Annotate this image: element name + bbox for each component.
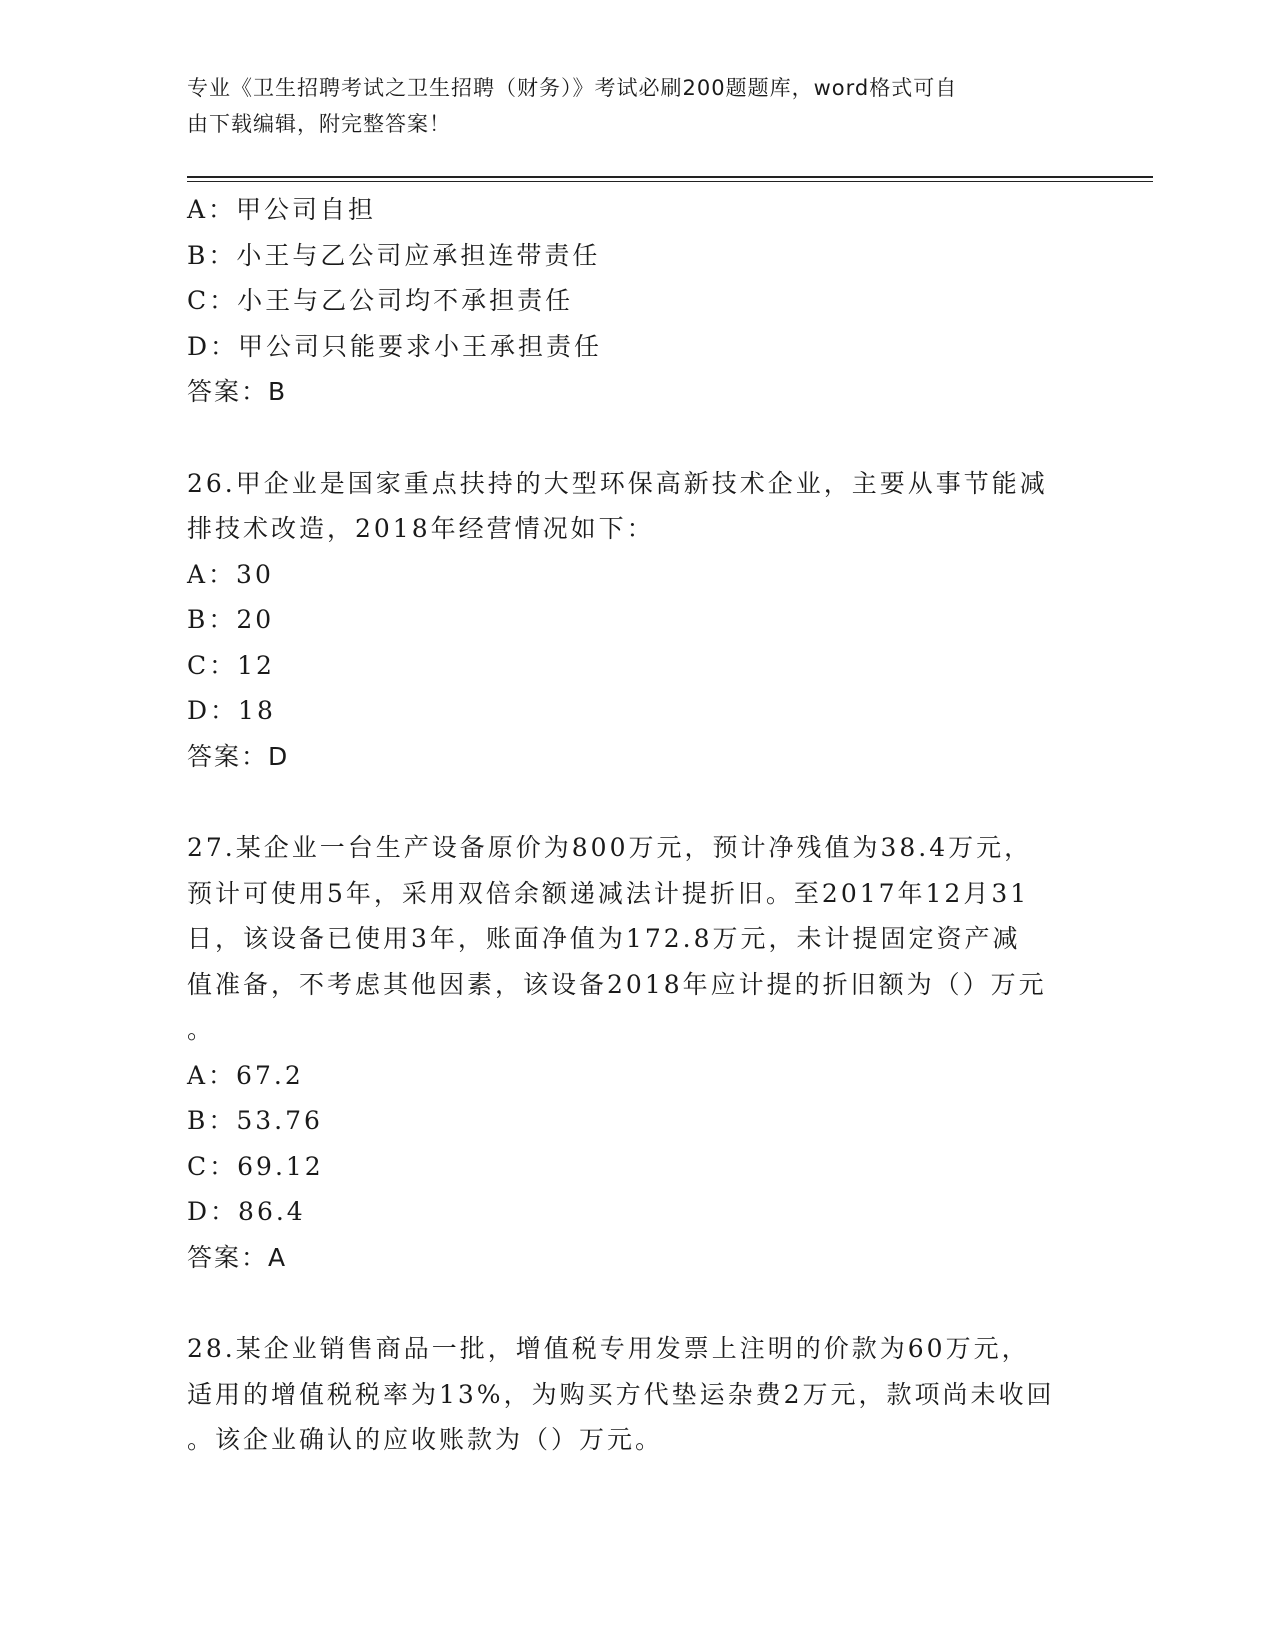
question-27-stem <box>187 825 1087 1053</box>
header-divider-thin <box>187 181 1153 182</box>
spacer <box>187 779 1087 825</box>
question-26-options <box>187 552 1087 734</box>
question-text-line: 。该企业确认的应收账款为（）万元。 <box>187 1425 664 1454</box>
option-a: A：30 <box>187 559 274 589</box>
spacer <box>187 415 1087 461</box>
question-25-answer: 答案：B <box>187 377 288 406</box>
option-c: C：小王与乙公司均不承担责任 <box>187 286 574 315</box>
option-a: A：67.2 <box>187 1060 304 1090</box>
question-text-line: 27.某企业一台生产设备原价为800万元，预计净残值为38.4万元， <box>187 833 1033 862</box>
option-b: B：20 <box>187 605 275 634</box>
question-text-line: 28.某企业销售商品一批，增值税专用发票上注明的价款为60万元， <box>187 1334 1030 1363</box>
option-b: B：53.76 <box>187 1106 323 1135</box>
option-b: B：小王与乙公司应承担连带责任 <box>187 240 601 270</box>
option-d: D：86.4 <box>187 1197 306 1226</box>
question-28-stem <box>187 1326 1087 1463</box>
question-text-line: 排技术改造，2018年经营情况如下： <box>187 514 655 543</box>
question-26-stem <box>187 461 1087 552</box>
question-text-line: 。 <box>187 1015 216 1044</box>
question-text-line: 日，该设备已使用3年，账面净值为172.8万元，未计提固定资产减 <box>187 924 1021 953</box>
header-divider-thick <box>187 176 1153 178</box>
option-c: C：69.12 <box>187 1151 324 1181</box>
question-text-line: 预计可使用5年，采用双倍余额递减法计提折旧。至2017年12月31 <box>187 878 1030 908</box>
spacer <box>187 1280 1087 1326</box>
document-body <box>187 187 1087 1463</box>
question-26-answer: 答案：D <box>187 741 290 771</box>
question-27-answer: 答案：A <box>187 1242 288 1272</box>
document-header <box>187 70 1087 142</box>
header-line-2: 由下载编辑，附完整答案！ <box>187 112 451 136</box>
question-25-options <box>187 187 1087 369</box>
question-text-line: 适用的增值税税率为13%，为购买方代垫运杂费2万元，款项尚未收回 <box>187 1379 1055 1409</box>
option-a: A：甲公司自担 <box>187 195 377 224</box>
option-c: C：12 <box>187 650 275 680</box>
header-line-1: 专业《卫生招聘考试之卫生招聘（财务）》考试必刷200题题库，word格式可自 <box>187 76 958 100</box>
question-27-options <box>187 1053 1087 1235</box>
option-d: D：18 <box>187 696 276 725</box>
question-text-line: 26.甲企业是国家重点扶持的大型环保高新技术企业，主要从事节能减 <box>187 468 1048 498</box>
option-d: D：甲公司只能要求小王承担责任 <box>187 331 603 361</box>
question-text-line: 值准备，不考虑其他因素，该设备2018年应计提的折旧额为（）万元 <box>187 969 1047 999</box>
